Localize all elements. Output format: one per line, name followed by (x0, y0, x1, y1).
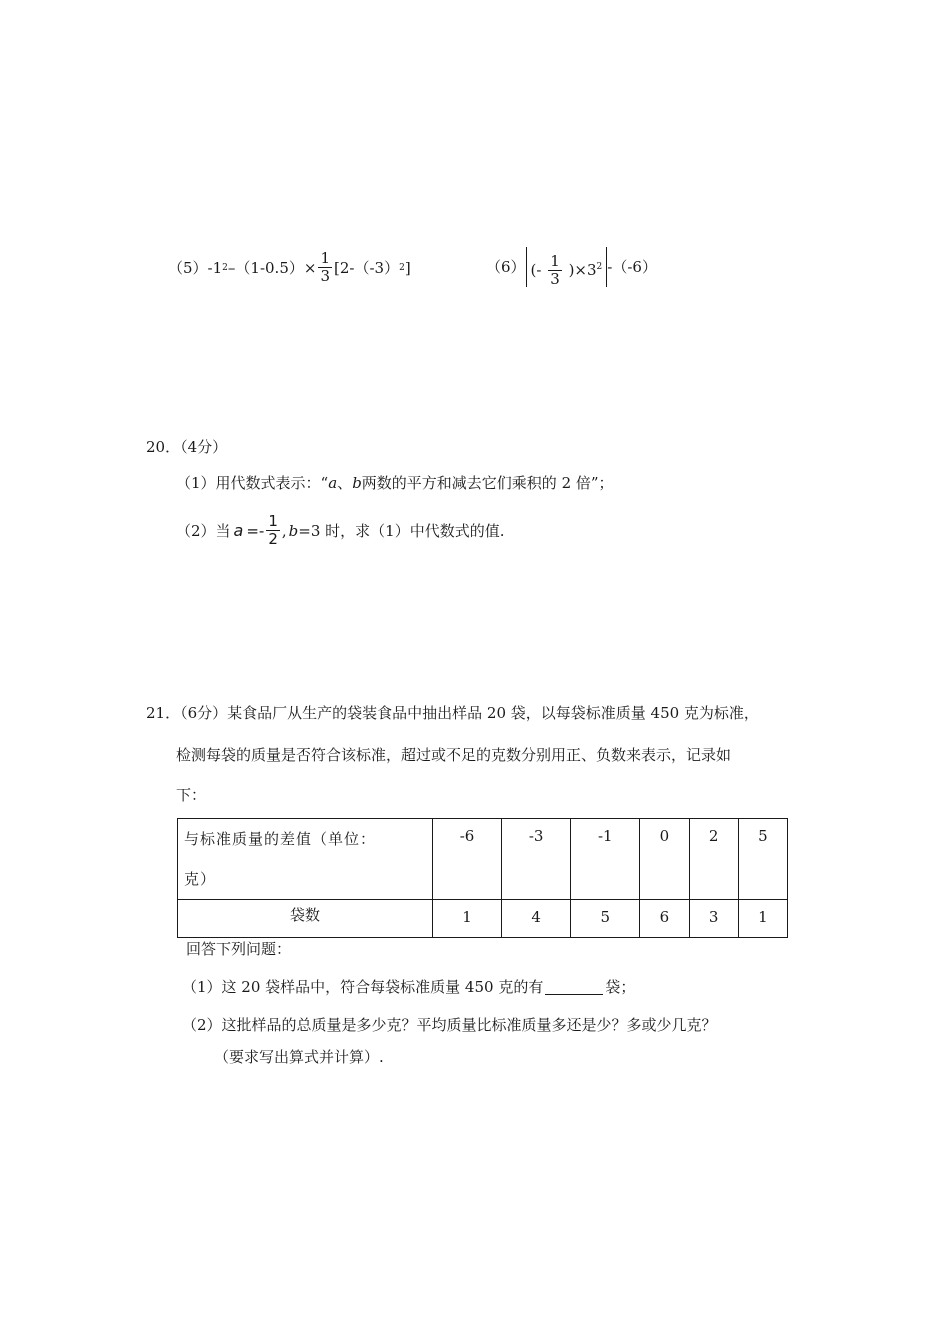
expr6-fraction (548, 254, 562, 287)
q21-data-table (177, 818, 788, 938)
table-cell-diff: -1 (571, 819, 640, 900)
q20-p1-sep: 、 (337, 474, 353, 492)
table-cell-count: 3 (689, 900, 738, 938)
table-header-label (178, 819, 433, 900)
q20-p2-comma: , (281, 521, 287, 540)
q20-p1-b: b (352, 474, 362, 492)
q20-p2-den: 2 (268, 530, 278, 549)
expr5-exp2: 2 (399, 262, 405, 273)
expr6-frac-num: 1 (550, 252, 560, 271)
answer-blank[interactable] (545, 980, 603, 995)
table-cell-count: 5 (571, 900, 640, 938)
expr5-label: （5） (168, 258, 208, 277)
q20-part1 (176, 476, 614, 491)
q20-p1-a: a (328, 474, 338, 492)
table-cell-diff: -6 (433, 819, 502, 900)
table-cell-diff: -3 (502, 819, 571, 900)
q21-sub1-post: 袋； (605, 978, 636, 996)
expr6-open: (- (530, 261, 542, 279)
expression-5 (168, 246, 411, 290)
expr6-exp: 2 (596, 262, 603, 272)
table-header-label-line1: 与标准质量的差值（单位： (184, 830, 377, 848)
q21-line2: 检测每袋的质量是否符合该标准，超过或不足的克数分别用正、负数来表示，记录如 (176, 746, 732, 764)
table-count-label: 袋数 (178, 900, 433, 938)
table-cell-count: 1 (433, 900, 502, 938)
expr5-part2: –（1-0.5）× (227, 258, 317, 277)
table-cell-count: 1 (738, 900, 787, 938)
expr6-mid: )×3 (568, 261, 597, 279)
table-cell-diff: 2 (689, 819, 738, 900)
expr5-exp1: 2 (222, 262, 228, 273)
table-row-diffs (178, 819, 788, 900)
q20-p1-post: 两数的平方和减去它们乘积的 2 倍”； (361, 474, 614, 492)
expr6-label: （6） (486, 257, 526, 276)
table-cell-diff: 0 (640, 819, 689, 900)
q20-part2 (176, 508, 504, 554)
q21-sub1 (182, 980, 635, 995)
expr5-frac-num: 1 (320, 249, 330, 268)
table-row-counts (178, 900, 788, 938)
q20-header: 20．（4分） (146, 438, 228, 456)
q21-line1: 21．（6分）某食品厂从生产的袋装食品中抽出样品 20 袋，以每袋标准质量 450 克为标准， (146, 704, 759, 722)
q20-p1-pre: （1）用代数式表示：“ (176, 474, 329, 492)
table-cell-diff: 5 (738, 819, 787, 900)
expr6-frac-den: 3 (550, 270, 560, 289)
table-header-label-line2: 克） (184, 870, 217, 888)
q20-p2-pre: （2）当 (176, 521, 231, 540)
expr5-frac-den: 3 (320, 267, 330, 286)
q20-p2-num: 1 (268, 512, 278, 531)
q20-p2-var: a (233, 521, 244, 540)
q21-answer-intro: 回答下列问题： (186, 940, 292, 958)
expr5-part4: ] (404, 258, 411, 277)
q21-sub2-note: （要求写出算式并计算）. (214, 1048, 384, 1066)
expr5-fraction (318, 251, 332, 284)
q20-p2-fraction (266, 514, 280, 547)
table-cell-count: 4 (502, 900, 571, 938)
q20-p2-post: =3 时，求（1）中代数式的值. (298, 521, 505, 540)
q20-p2-eq: =- (246, 521, 265, 540)
q21-sub2: （2）这批样品的总质量是多少克？平均质量比标准质量多还是少？多或少几克？ (182, 1016, 717, 1034)
expr5-part3: [2-（-3） (334, 258, 400, 277)
expr5-part1: -1 (207, 258, 223, 277)
expr6-absolute-value (526, 247, 608, 287)
expr6-tail: -（-6） (607, 257, 657, 276)
q21-line3: 下： (176, 786, 207, 804)
expression-6 (486, 244, 657, 290)
q21-sub1-pre: （1）这 20 袋样品中，符合每袋标准质量 450 克的有 (182, 978, 544, 996)
table-cell-count: 6 (640, 900, 689, 938)
q20-p2-b: b (288, 521, 299, 540)
